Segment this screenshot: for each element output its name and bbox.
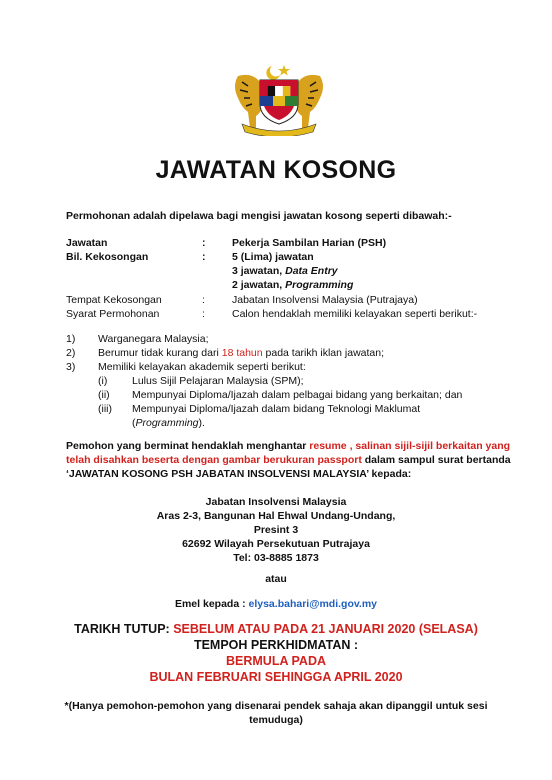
service-period-start: BERMULA PADA	[226, 654, 326, 668]
or-text: atau	[265, 573, 287, 585]
page-title: JAWATAN KOSONG	[155, 156, 397, 184]
application-line-2	[66, 454, 511, 467]
email-label: Emel kepada :	[174, 598, 249, 610]
footnote-line: temuduga)	[249, 714, 303, 726]
application-text: Pemohon yang berminat hendaklah menghantar	[66, 440, 310, 452]
requirement-number: 1)	[66, 333, 76, 345]
field-value-jawatan: Pekerja Sambilan Harian (PSH)	[232, 237, 387, 249]
vacancy-role: Data Entry	[285, 265, 338, 277]
vacancy-count: 3 jawatan,	[232, 265, 286, 277]
field-label-tempat: Tempat Kekosongan	[66, 294, 162, 306]
paren: (	[132, 417, 136, 429]
address-line: Aras 2-3, Bangunan Hal Ehwal Undang-Undang,	[156, 510, 396, 522]
service-period-heading: TEMPOH PERKHIDMATAN :	[193, 638, 359, 652]
intro-text: Permohonan adalah dipelawa bagi mengisi jawatan kosong seperti dibawah:-	[66, 210, 452, 222]
closing-value: SEBELUM ATAU PADA 21 JANUARI 2020 (SELASA)	[173, 622, 478, 636]
field-sep: :	[202, 251, 206, 263]
vacancy-line-programming	[232, 279, 353, 292]
vacancy-count: 2 jawatan,	[232, 279, 286, 291]
footnote-line: *(Hanya pemohon-pemohon yang disenarai pendek sahaja akan dipanggil untuk sesi	[64, 700, 488, 712]
address-line: Jabatan Insolvensi Malaysia	[205, 496, 347, 508]
requirement-number: 3)	[66, 361, 76, 373]
application-highlight: telah disahkan beserta dengan gambar berukuran passport	[66, 454, 362, 466]
sub-requirement-text: Lulus Sijil Pelajaran Malaysia (SPM);	[132, 375, 304, 387]
application-highlight: resume , salinan sijil-sijil berkaitan yang	[309, 440, 511, 452]
address-line: Presint 3	[253, 524, 299, 536]
field-value-tempat: Jabatan Insolvensi Malaysia (Putrajaya)	[232, 294, 418, 306]
address-line: 62692 Wilayah Persekutuan Putrajaya	[182, 538, 370, 550]
field-value-kekosongan: 5 (Lima) jawatan	[232, 251, 314, 263]
email-line	[0, 598, 552, 611]
field-label-syarat: Syarat Permohonan	[66, 308, 160, 320]
application-text: dalam sampul surat bertanda	[361, 454, 511, 466]
closing-date-line	[0, 621, 552, 637]
field-sep: :	[202, 294, 205, 306]
requirement-text	[98, 347, 384, 360]
field-sep: :	[202, 308, 205, 320]
sub-requirement-text: Mempunyai Diploma/Ijazah dalam bidang Teknologi Maklumat	[132, 403, 421, 415]
requirement-number: 2)	[66, 347, 76, 359]
programming-italic: Programming	[135, 417, 199, 429]
application-line-1	[66, 440, 510, 453]
service-period-range: BULAN FEBRUARI SEHINGGA APRIL 2020	[149, 670, 403, 684]
requirement-text-part: Berumur tidak kurang dari	[98, 347, 222, 359]
vacancy-role: Programming	[285, 279, 354, 291]
field-sep: :	[202, 237, 206, 249]
coat-of-arms-logo	[224, 62, 334, 136]
field-label-jawatan: Jawatan	[66, 237, 108, 249]
requirement-text-part: pada tarikh iklan jawatan;	[262, 347, 385, 359]
requirement-text: Memiliki kelayakan akademik seperti berikut:	[98, 361, 306, 373]
sub-requirement-text: Mempunyai Diploma/Ijazah dalam pelbagai bidang yang berkaitan; dan	[132, 389, 463, 401]
vacancy-line-data-entry	[232, 265, 338, 278]
email-link[interactable]: elysa.bahari@mdi.gov.my	[248, 598, 378, 610]
address-phone: Tel: 03-8885 1873	[233, 552, 319, 564]
sub-requirement-number: (ii)	[98, 389, 110, 401]
application-line-3: ‘JAWATAN KOSONG PSH JABATAN INSOLVENSI MALAYSIA’ kepada:	[66, 468, 412, 480]
sub-requirement-continuation	[132, 417, 205, 430]
age-highlight: 18 tahun	[221, 347, 263, 359]
requirement-text: Warganegara Malaysia;	[98, 333, 209, 345]
closing-label: TARIKH TUTUP:	[74, 622, 174, 636]
field-value-syarat: Calon hendaklah memiliki kelayakan seperti berikut:-	[232, 308, 478, 320]
field-label-kekosongan: Bil. Kekosongan	[66, 251, 149, 263]
sub-requirement-number: (iii)	[98, 403, 112, 415]
paren: ).	[198, 417, 205, 429]
sub-requirement-number: (i)	[98, 375, 108, 387]
